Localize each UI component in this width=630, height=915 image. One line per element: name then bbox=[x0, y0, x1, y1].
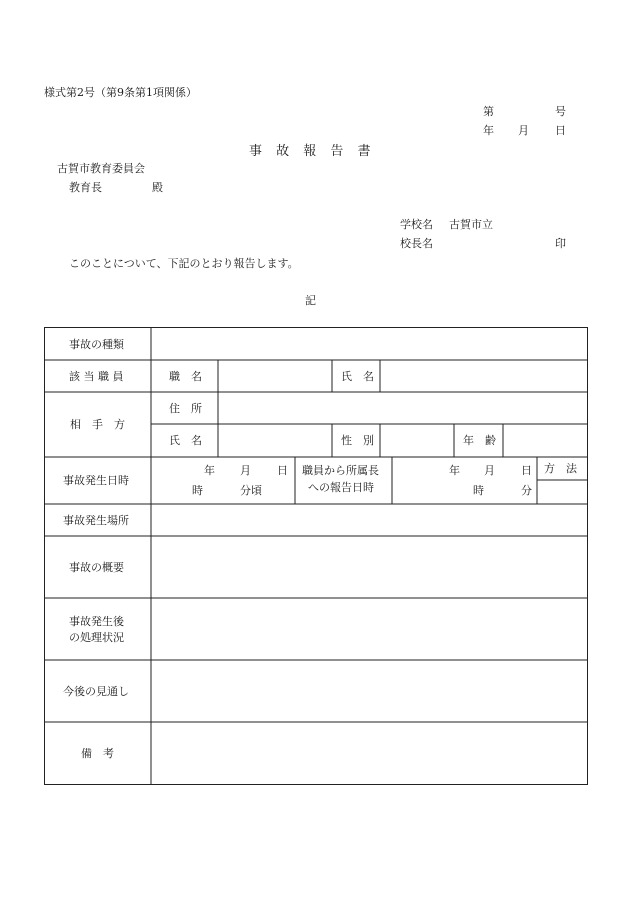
report-day: 日 bbox=[521, 464, 532, 477]
report-datetime-label-2: への報告日時 bbox=[308, 481, 374, 494]
report-minute: 分 bbox=[521, 484, 532, 497]
after-handling-label-1: 事故発生後 bbox=[69, 615, 124, 628]
occurrence-hour: 時 bbox=[192, 484, 203, 497]
date-year: 年 bbox=[483, 124, 494, 137]
party-address-field[interactable] bbox=[219, 393, 587, 423]
staff-name-field[interactable] bbox=[381, 361, 587, 391]
accident-place-field[interactable] bbox=[152, 505, 587, 535]
accident-type-field[interactable] bbox=[152, 328, 587, 360]
method-label: 方 法 bbox=[544, 462, 577, 475]
staff-label: 該 当 職 員 bbox=[69, 370, 124, 383]
document-number-suffix: 号 bbox=[555, 105, 566, 118]
intro-text: このことについて、下記のとおり報告します。 bbox=[69, 257, 299, 270]
party-name-field[interactable] bbox=[219, 425, 331, 456]
party-age-field[interactable] bbox=[504, 425, 587, 456]
after-handling-label-2: の処理状況 bbox=[69, 631, 124, 644]
accident-place-label: 事故発生場所 bbox=[63, 514, 129, 527]
ki-heading: 記 bbox=[305, 294, 316, 307]
report-month: 月 bbox=[484, 464, 495, 477]
document-title: 事 故 報 告 書 bbox=[249, 144, 371, 159]
addressee-title: 教育長 bbox=[69, 181, 102, 194]
occurrence-day: 日 bbox=[277, 464, 288, 477]
method-field[interactable] bbox=[538, 481, 587, 503]
after-handling-field[interactable] bbox=[152, 599, 587, 659]
staff-position-label: 職 名 bbox=[169, 370, 202, 383]
party-address-label: 住 所 bbox=[169, 402, 202, 415]
staff-position-field[interactable] bbox=[219, 361, 331, 391]
summary-label: 事故の概要 bbox=[69, 561, 124, 574]
occurrence-datetime-label: 事故発生日時 bbox=[63, 474, 129, 487]
form-reference: 様式第2号（第9条第1項関係） bbox=[44, 86, 197, 99]
remarks-field[interactable] bbox=[152, 723, 587, 784]
report-table bbox=[44, 327, 588, 785]
date-month: 月 bbox=[518, 124, 529, 137]
remarks-label: 備 考 bbox=[81, 747, 114, 760]
school-value: 古賀市立 bbox=[449, 218, 493, 231]
occurrence-year: 年 bbox=[204, 464, 215, 477]
party-sex-label: 性 別 bbox=[341, 434, 374, 447]
addressee-honorific: 殿 bbox=[152, 181, 163, 194]
report-hour: 時 bbox=[473, 484, 484, 497]
outlook-field[interactable] bbox=[152, 661, 587, 721]
document-number-prefix: 第 bbox=[483, 105, 494, 118]
accident-type-label: 事故の種類 bbox=[69, 338, 124, 351]
party-label: 相 手 方 bbox=[70, 418, 125, 431]
summary-field[interactable] bbox=[152, 537, 587, 597]
staff-name-label: 氏 名 bbox=[341, 370, 374, 383]
addressee-organization: 古賀市教育委員会 bbox=[57, 162, 145, 175]
report-datetime-label-1: 職員から所属長 bbox=[302, 464, 379, 477]
occurrence-minute: 分頃 bbox=[240, 484, 262, 497]
date-day: 日 bbox=[555, 124, 566, 137]
outlook-label: 今後の見通し bbox=[63, 685, 129, 698]
party-name-label: 氏 名 bbox=[169, 434, 202, 447]
report-year: 年 bbox=[449, 464, 460, 477]
occurrence-month: 月 bbox=[240, 464, 251, 477]
school-label: 学校名 bbox=[400, 218, 433, 231]
party-age-label: 年 齢 bbox=[463, 434, 496, 447]
seal-mark: 印 bbox=[555, 237, 566, 250]
party-sex-field[interactable] bbox=[381, 425, 453, 456]
principal-label: 校長名 bbox=[400, 237, 433, 250]
